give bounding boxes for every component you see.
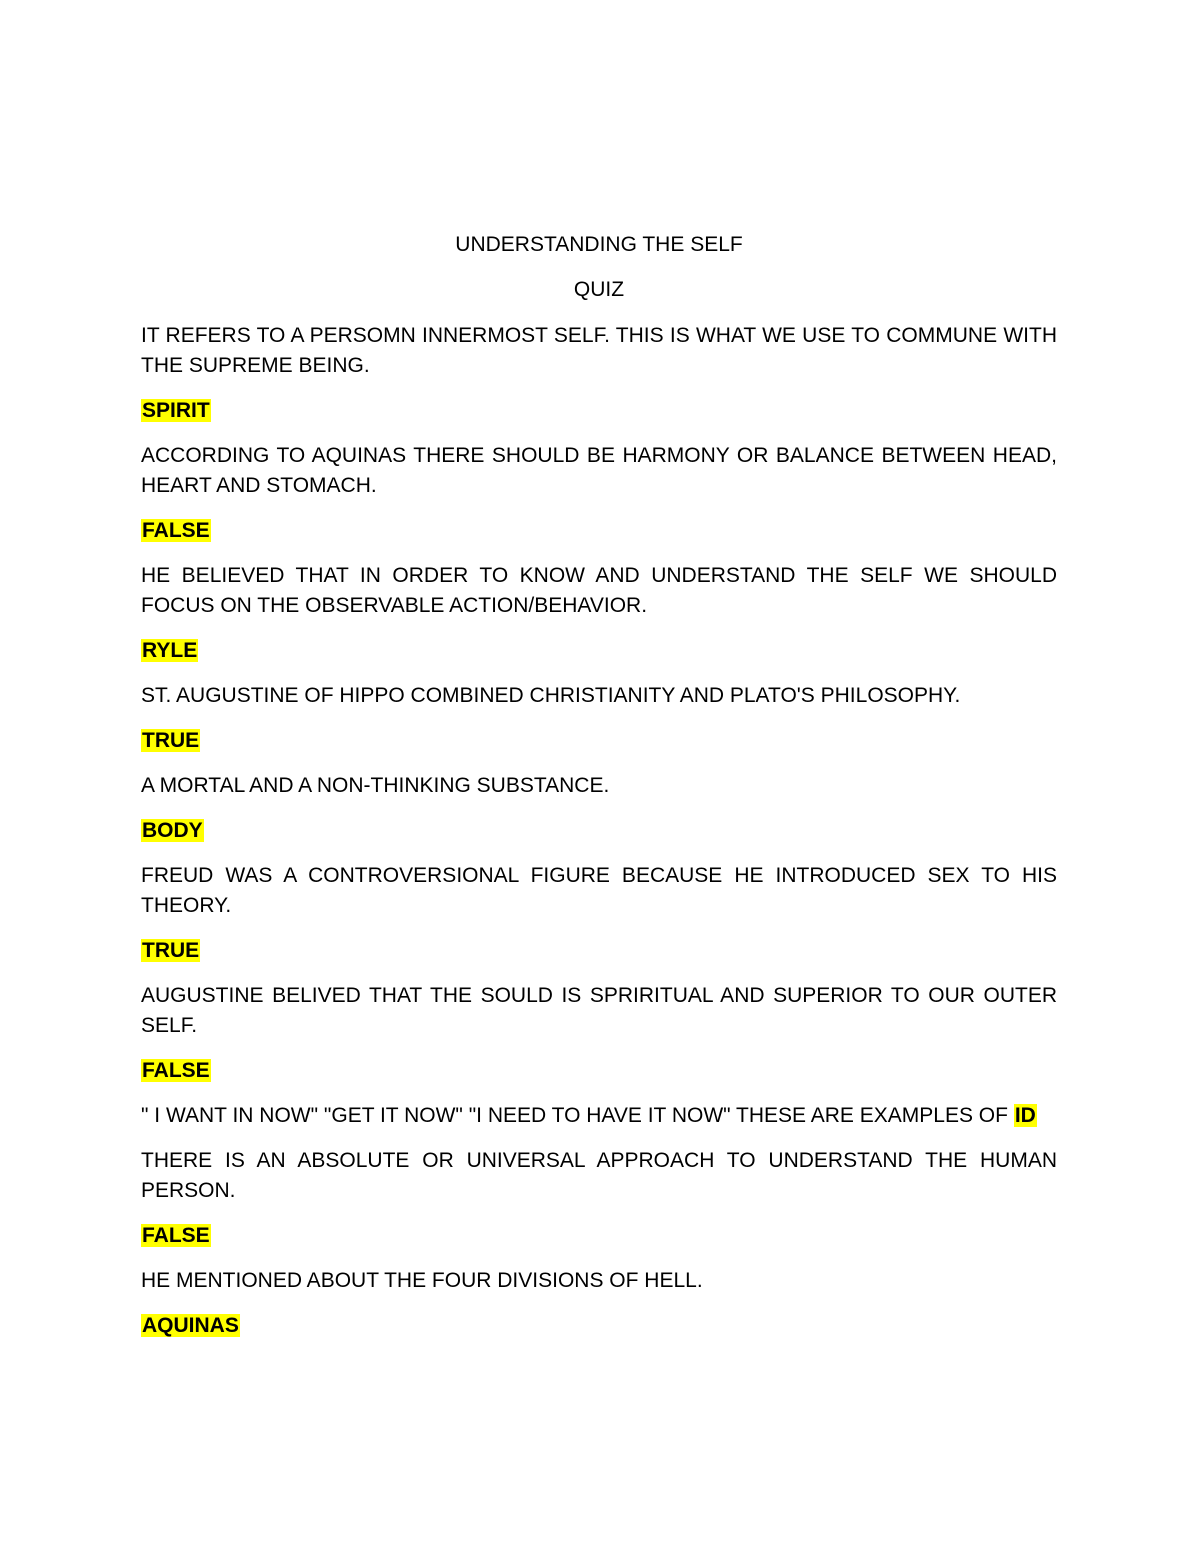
answer-highlight: ID — [1014, 1104, 1036, 1127]
answer-highlight: SPIRIT — [142, 399, 210, 422]
document-title: UNDERSTANDING THE SELF — [455, 233, 743, 256]
answer-highlight: RYLE — [142, 639, 198, 662]
question-4: ST. AUGUSTINE OF HIPPO COMBINED CHRISTIANITY AND PLATO'S PHILOSOPHY. — [141, 684, 961, 707]
answer-highlight: FALSE — [142, 1059, 210, 1082]
question-6: FREUD WAS A CONTROVERSIONAL FIGURE BECAUSE HE INTRODUCED SEX TO HIS THEORY. — [141, 864, 1057, 917]
question-8 — [141, 1101, 1057, 1131]
answer-7 — [141, 1056, 1057, 1086]
answer-highlight: TRUE — [142, 939, 200, 962]
answer-9 — [141, 1221, 1057, 1251]
answer-highlight: FALSE — [142, 1224, 210, 1247]
document-body — [141, 230, 1057, 1356]
answer-6 — [141, 936, 1057, 966]
question-3: HE BELIEVED THAT IN ORDER TO KNOW AND UNDERSTAND THE SELF WE SHOULD FOCUS ON THE OBSERVABLE ACTION/BEHAVIOR. — [141, 564, 1057, 617]
question-9: THERE IS AN ABSOLUTE OR UNIVERSAL APPROACH TO UNDERSTAND THE HUMAN PERSON. — [141, 1149, 1057, 1202]
answer-3 — [141, 636, 1057, 666]
answer-4 — [141, 726, 1057, 756]
answer-highlight: TRUE — [142, 729, 200, 752]
question-7: AUGUSTINE BELIVED THAT THE SOULD IS SPRIRITUAL AND SUPERIOR TO OUR OUTER SELF. — [141, 984, 1057, 1037]
answer-highlight: AQUINAS — [142, 1314, 239, 1337]
question-10: HE MENTIONED ABOUT THE FOUR DIVISIONS OF HELL. — [141, 1269, 703, 1292]
answer-highlight: BODY — [142, 819, 203, 842]
question-8-text: " I WANT IN NOW" "GET IT NOW" "I NEED TO HAVE IT NOW" THESE ARE EXAMPLES OF — [141, 1104, 1008, 1127]
question-1: IT REFERS TO A PERSOMN INNERMOST SELF. THIS IS WHAT WE USE TO COMMUNE WITH THE SUPREME BEING. — [141, 324, 1057, 377]
answer-2 — [141, 516, 1057, 546]
answer-1 — [141, 396, 1057, 426]
question-5: A MORTAL AND A NON-THINKING SUBSTANCE. — [141, 774, 610, 797]
document-subtitle: QUIZ — [573, 278, 625, 301]
answer-5 — [141, 816, 1057, 846]
answer-10 — [141, 1311, 1057, 1341]
question-2: ACCORDING TO AQUINAS THERE SHOULD BE HARMONY OR BALANCE BETWEEN HEAD, HEART AND STOMACH. — [141, 444, 1057, 497]
answer-highlight: FALSE — [142, 519, 210, 542]
